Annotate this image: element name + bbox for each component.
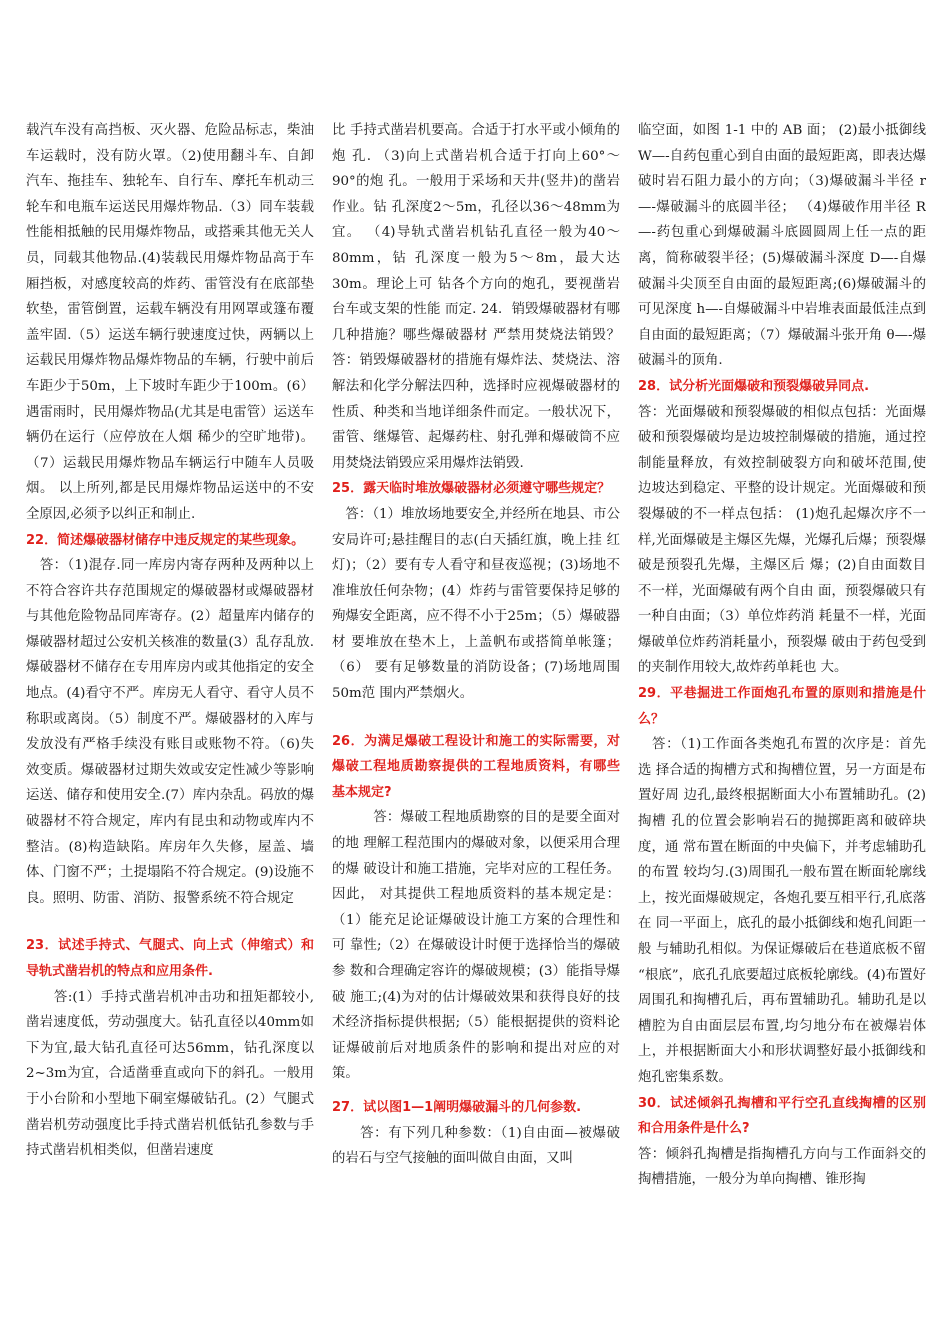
answer-paragraph: 答：爆破工程地质勘察的目的是要全面对的地 理解工程范围内的爆破对象，以便采用合理的爆 破设计和施工措施，完毕对应的工程任务。因此， 对其提供工程地质资料的基本规定是：（1）能充足论证爆破设计施工方案的合理性和可 靠性;（2）在爆破设计时便于选择恰当的爆破参 数和合理确定容许的爆破规模；(3）能指导爆破 施工;(4)为对的估计爆破效果和获得良好的技 术经济指标提供根据;（5）能根据提供的资料论证爆破前后对地质条件的影响和提出对应的对策。 xyxy=(332,810,620,1082)
text-column-middle xyxy=(332,118,620,1308)
answer-paragraph: 答：（1)工作面各类炮孔布置的次序是：首先选 择合适的掏槽方式和掏槽位置，另一方面是布置好周 边孔,最终根据断面大小布置辅助孔。(2)掏槽 孔的位置会影响岩石的抛掷距离和破碎块度，通 常布置在断面的中央偏下，并考虑辅助孔的布置 较均匀.(3)周围孔一般布置在断面轮廓线上，按光面爆破规定，各炮孔要互相平行,孔底落在 同一平面上，底孔的最小抵御线和炮孔间距一般 与辅助孔相似。为保证爆破后在巷道底板不留 “根底”，底孔孔底要超过底板轮廓线。(4)布置好 周围孔和掏槽孔后，再布置辅助孔。辅助孔是以 槽腔为自由面层层布置,均匀地分布在被爆岩体上，并根据断面大小和形状调整好最小抵御线和 炮孔密集系数。 xyxy=(638,737,926,1085)
text-column-left xyxy=(26,118,314,1308)
question-heading: 25．露天临时堆放爆破器材必须遵守哪些规定？ xyxy=(332,481,611,497)
answer-paragraph: 载汽车没有高挡板、灭火器、危险品标志，柴油车运载时，没有防火罩。（2)使用翻斗车、自卸汽车、拖挂车、独轮车、自行车、摩托车机动三轮车和电瓶车运送民用爆炸物品.（3）同车装载性能相抵触的民用爆炸物品，或搭乘其他无关人员，同载其他物品.(4)装载民用爆炸物品高于车厢挡板，对感度较高的炸药、雷管没有在底部垫软垫，雷管倒置，运载车辆没有用网罩或篷布覆盖牢固.（5）运送车辆行驶速度过快，两辆以上运载民用爆炸物品爆炸物品的车辆，行驶中前后车距少于50m，上下坡时车距少于100m。(6）遇雷雨时，民用爆炸物品(尤其是电雷管）运送车辆仍在运行（应停放在人烟 稀少的空旷地带)。（7）运载民用爆炸物品车辆运行中随车人员吸烟。 以上所列,都是民用爆炸物品运送中的不安全原因,必须予以纠正和制止. xyxy=(26,123,314,522)
question-heading: 27．试以图1—1阐明爆破漏斗的几何参数. xyxy=(332,1099,582,1115)
answer-paragraph: 答：（1)混存.同一库房内寄存两种及两种以上不符合容许共存范围规定的爆破器材或爆破器材与其他危险物品同库寄存。(2）超量库内储存的爆破器材超过公安机关核准的数量(3）乱存乱放.爆破器材不储存在专用库房内或其他指定的安全地点。(4)看守不严。库房无人看守、看守人员不称职或离岗。（5）制度不严。爆破器材的入库与发放没有严格手续没有账目或账物不符。（6)失效变质。爆破器材过期失效或安定性减少等影响运送、储存和使用安全.(7）库内杂乱。码放的爆破器材不符合规定，库内有昆虫和动物或库内不整洁。(8)构造缺陷。库房年久失修，屋盖、墙体、门窗不严；土提塌陷不符合规定。(9)设施不良。照明、防雷、消防、报警系统不符合规定 xyxy=(26,558,314,906)
answer-paragraph: 答：光面爆破和预裂爆破的相似点包括：光面爆 破和预裂爆破均是边坡控制爆破的措施，通过控 制能量释放，有效控制破裂方向和破坏范围,使 边坡达到稳定、平整的设计规定。光面爆破和预裂爆破的不一样点包括： (1)炮孔起爆次序不一样,光面爆破是主爆区先爆，光爆孔后爆；预裂爆破是预裂孔先爆，主爆区后 爆；(2)自由面数目不一样，光面爆破有两个自由 面，预裂爆破只有一种自由面；（3）单位炸药消 耗量不一样，光面爆破单位炸药消耗量小，预裂爆 破由于药包受到的夹制作用较大,故炸药单耗也 大。 xyxy=(638,404,926,676)
question-heading: 23．试述手持式、气腿式、向上式（伸缩式）和导轨式凿岩机的特点和应用条件. xyxy=(26,938,314,979)
answer-paragraph: 答:(1）手持式凿岩机冲击功和扭矩都较小,凿岩速度低，劳动强度大。钻孔直径以40mm如下为宜,最大钻孔直径可达56mm，钻孔深度以2~3m为宜，合适凿垂直或向下的斜孔。一般用于小台阶和小型地下硐室爆破钻孔。(2）气腿式凿岩机劳动强度比手持式凿岩机低钻孔参数与手持式凿岩机相类似，但凿岩速度 xyxy=(26,989,314,1159)
document-page xyxy=(26,118,928,1308)
answer-paragraph: 比 手持式凿岩机要高。合适于打水平或小倾角的炮 孔. （3)向上式凿岩机合适于打向上60°～90°的炮 孔。一般用于采场和天井(竖井)的凿岩作业。钻 孔深度2～5m，孔径以36～48mm为宜。 （4)导轨式凿岩机钻孔直径一般为40～80mm，钻 孔深度一般为5～8m，最大达30m。理论上可 钻各个方向的炮孔，要视凿岩台车或支架的性能 而定. 24．销毁爆破器材有哪几种措施？哪些爆破器材 严禁用焚烧法销毁？ 答：销毁爆破器材的措施有爆炸法、焚烧法、溶 解法和化学分解法四种，选择时应视爆破器材的 性质、种类和当地详细条件而定。一般状况下， 雷管、继爆管、起爆药柱、射孔弹和爆破筒不应 用焚烧法销毁应采用爆炸法销毁. xyxy=(332,123,620,471)
answer-paragraph: 答：（1）堆放场地要安全,并经所在地县、市公 安局许可;悬挂醒目的志(白天插红旗，晚上挂 红灯)；（2）要有专人看守和昼夜巡视；(3)场地不 准堆放任何杂物；(4）炸药与雷管要保持足够的 殉爆安全距离，应不得不小于25m；（5）爆破器材 要堆放在垫木上，上盖帆布或搭简单帐篷；（6） 要有足够数量的消防设备；(7)场地周围50m范 围内严禁烟火。 xyxy=(332,506,620,702)
question-heading: 28．试分析光面爆破和预裂爆破异同点. xyxy=(638,378,870,394)
answer-paragraph: 答：有下列几种参数：（1)自由面—被爆破的岩石与空气接触的面叫做自由面，又叫 xyxy=(332,1125,620,1167)
question-heading: 29．平巷掘进工作面炮孔布置的原则和措施是什 么？ xyxy=(638,686,926,727)
answer-paragraph: 临空面，如图 1-1 中的 AB 面； (2)最小抵御线 W—-自药包重心到自由面的最短距离，即表达爆破时岩石阻力最小的方向；（3)爆破漏斗半径 r—-爆破漏斗的底圆半径； （4)爆破作用半径 R—-药包重心到爆破漏斗底圆圆周上任一点的距离，简称破裂半径；(5)爆破漏斗深度 D—-自爆破漏斗尖顶至自由面的最短距离;(6)爆破漏斗的可见深度 h—-自爆破漏斗中岩堆表面最低洼点到自由面的最短距离；（7）爆破漏斗张开角 θ—-爆破漏斗的顶角. xyxy=(638,123,926,369)
text-column-right xyxy=(638,118,926,1308)
question-heading: 26．为满足爆破工程设计和施工的实际需要，对 爆破工程地质勘察提供的工程地质资料，有哪些 基本规定? xyxy=(332,733,620,800)
question-heading: 30．试述倾斜孔掏槽和平行空孔直线掏槽的区别 和合用条件是什么? xyxy=(638,1095,926,1137)
question-heading: 22．简述爆破器材储存中违反规定的某些现象。 xyxy=(26,532,305,548)
answer-paragraph: 答：倾斜孔掏槽是指掏槽孔方向与工作面斜交的 掏槽措施，一般分为单向掏槽、锥形掏 xyxy=(638,1146,926,1188)
